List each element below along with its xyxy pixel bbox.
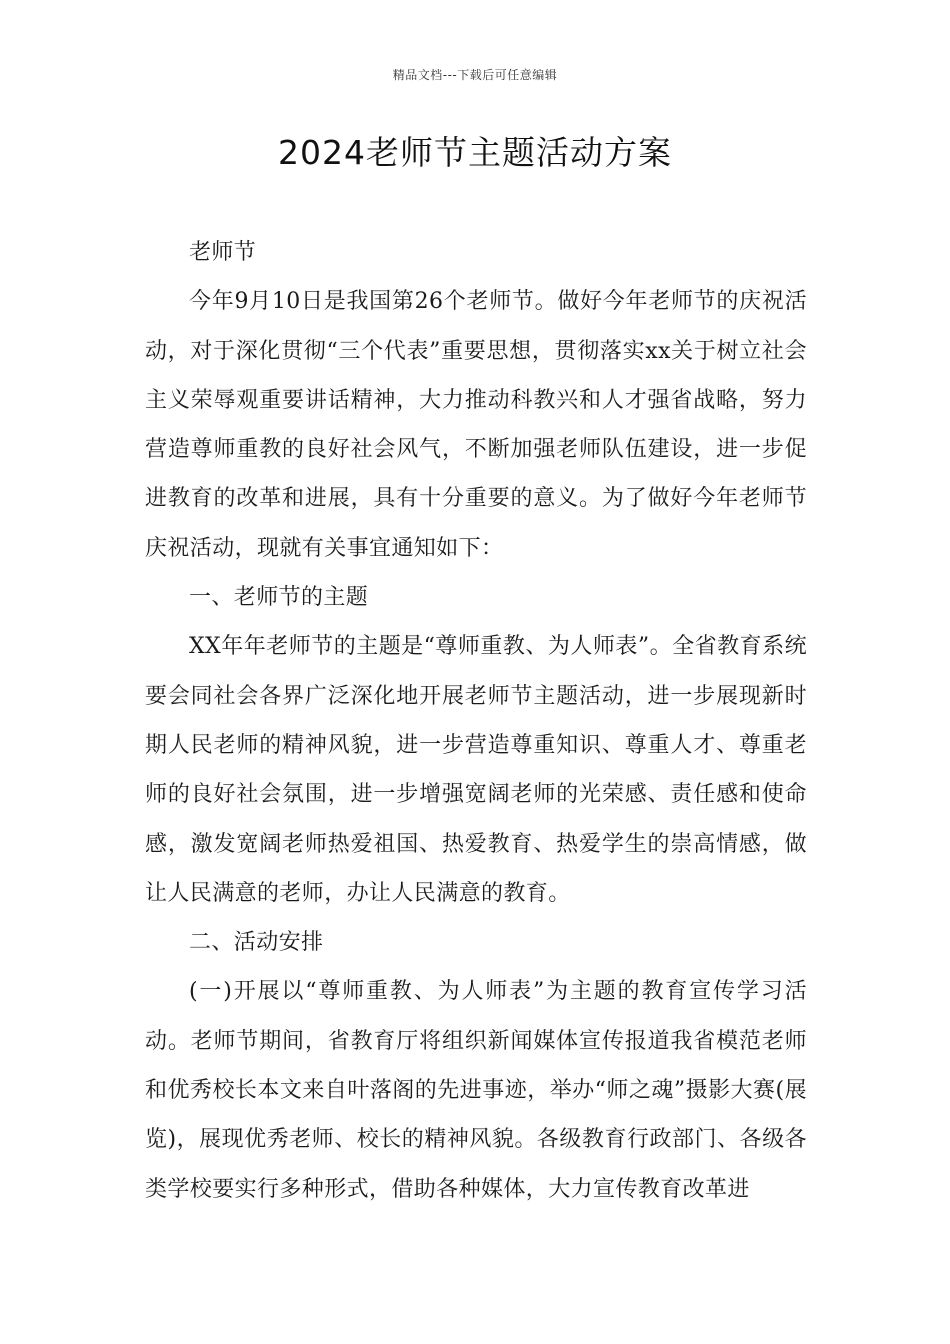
paragraph-intro: 今年9月10日是我国第26个老师节。做好今年老师节的庆祝活动，对于深化贯彻“三个代表”重要思想，贯彻落实xx关于树立社会主义荣辱观重要讲话精神，大力推动科教兴和人才强省战略，努力营造尊师重教的良好社会风气，不断加强老师队伍建设，进一步促进教育的改革和进展，具有十分重要的意义。为了做好今年老师节庆祝活动，现就有关事宜通知如下： bbox=[145, 289, 807, 561]
section-heading-theme: 一、老师节的主题 bbox=[189, 585, 369, 611]
paragraph-theme: XX年年老师节的主题是“尊师重教、为人师表”。全省教育系统要会同社会各界广泛深化地开展老师节主题活动，进一步展现新时期人民老师的精神风貌，进一步营造尊重知识、尊重人才、尊重老师的良好社会氛围，进一步增强宽阔老师的光荣感、责任感和使命感，激发宽阔老师热爱祖国、热爱教育、热爱学生的崇高情感，做让人民满意的老师，办让人民满意的教育。 bbox=[145, 634, 807, 906]
document-body bbox=[145, 228, 807, 1214]
document-title: 2024老师节主题活动方案 bbox=[278, 133, 672, 172]
paragraph-activity-1: (一)开展以“尊师重教、为人师表”为主题的教育宣传学习活动。老师节期间，省教育厅将组织新闻媒体宣传报道我省模范老师和优秀校长本文来自叶落阁的先进事迹，举办“师之魂”摄影大赛(展览)，展现优秀老师、校长的精神风貌。各级教育行政部门、各级各类学校要实行多种形式，借助各种媒体，大力宣传教育改革进 bbox=[145, 979, 807, 1202]
paragraph-greeting: 老师节 bbox=[189, 240, 257, 265]
header-note: 精品文档---下载后可任意编辑 bbox=[392, 68, 558, 82]
section-heading-activities: 二、活动安排 bbox=[189, 930, 324, 956]
